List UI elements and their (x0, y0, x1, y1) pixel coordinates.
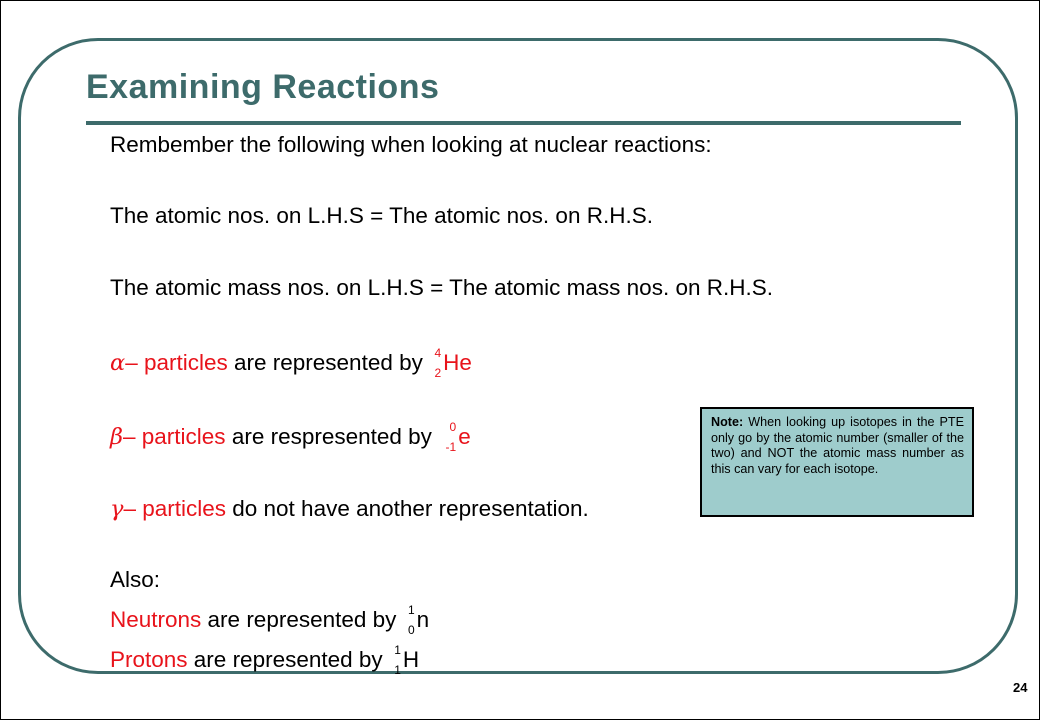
mass-number-rule: The atomic mass nos. on L.H.S = The atomic mass nos. on R.H.S. (110, 275, 773, 300)
neutrons-label: Neutrons (110, 607, 202, 632)
proton-atomic-number: 1 (394, 663, 401, 677)
beta-label: – particles (123, 424, 226, 449)
title-rule (86, 121, 961, 125)
neutron-mass-number: 1 (407, 603, 415, 617)
gamma-symbol: γ (110, 496, 124, 522)
note-text: When looking up isotopes in the PTE only go by the atomic number (smaller of the two) and NOT the atomic mass number as this can vary for each isotope. (711, 415, 964, 476)
note-label: Note: (711, 415, 744, 429)
beta-element: e (458, 424, 471, 449)
protons-line (110, 643, 420, 677)
also-heading: Also: (110, 567, 161, 592)
page-number: 24 (1013, 680, 1028, 695)
atomic-number-rule: The atomic nos. on L.H.S = The atomic nos. on R.H.S. (110, 203, 653, 228)
intro-line: Rembember the following when looking at nuclear reactions: (110, 132, 712, 157)
neutron-notation (407, 603, 430, 637)
gamma-label: – particles (123, 496, 226, 521)
alpha-label: – particles (125, 350, 228, 375)
protons-label: Protons (110, 647, 188, 672)
gamma-line (110, 496, 589, 522)
beta-atomic-number: -1 (445, 440, 457, 454)
neutrons-text: are represented by (201, 607, 403, 632)
beta-notation (445, 420, 471, 454)
slide-title: Examining Reactions (86, 68, 440, 106)
beta-symbol: β (110, 424, 124, 450)
alpha-line (110, 346, 472, 380)
neutron-element: n (416, 607, 430, 632)
gamma-text: do not have another representation. (226, 496, 589, 521)
beta-text: are respresented by (225, 424, 439, 449)
proton-mass-number: 1 (394, 643, 401, 657)
proton-notation (394, 643, 420, 677)
neutron-atomic-number: 0 (407, 623, 415, 637)
alpha-symbol: α (110, 350, 126, 376)
proton-element: H (402, 647, 420, 672)
note-box (700, 407, 974, 517)
alpha-notation (434, 346, 472, 380)
beta-line (110, 420, 471, 454)
beta-mass-number: 0 (449, 420, 457, 434)
alpha-atomic-number: 2 (434, 366, 442, 380)
protons-text: are represented by (187, 647, 389, 672)
neutrons-line (110, 603, 430, 637)
alpha-text: are represented by (227, 350, 430, 375)
alpha-element: He (443, 350, 472, 375)
alpha-mass-number: 4 (434, 346, 442, 360)
